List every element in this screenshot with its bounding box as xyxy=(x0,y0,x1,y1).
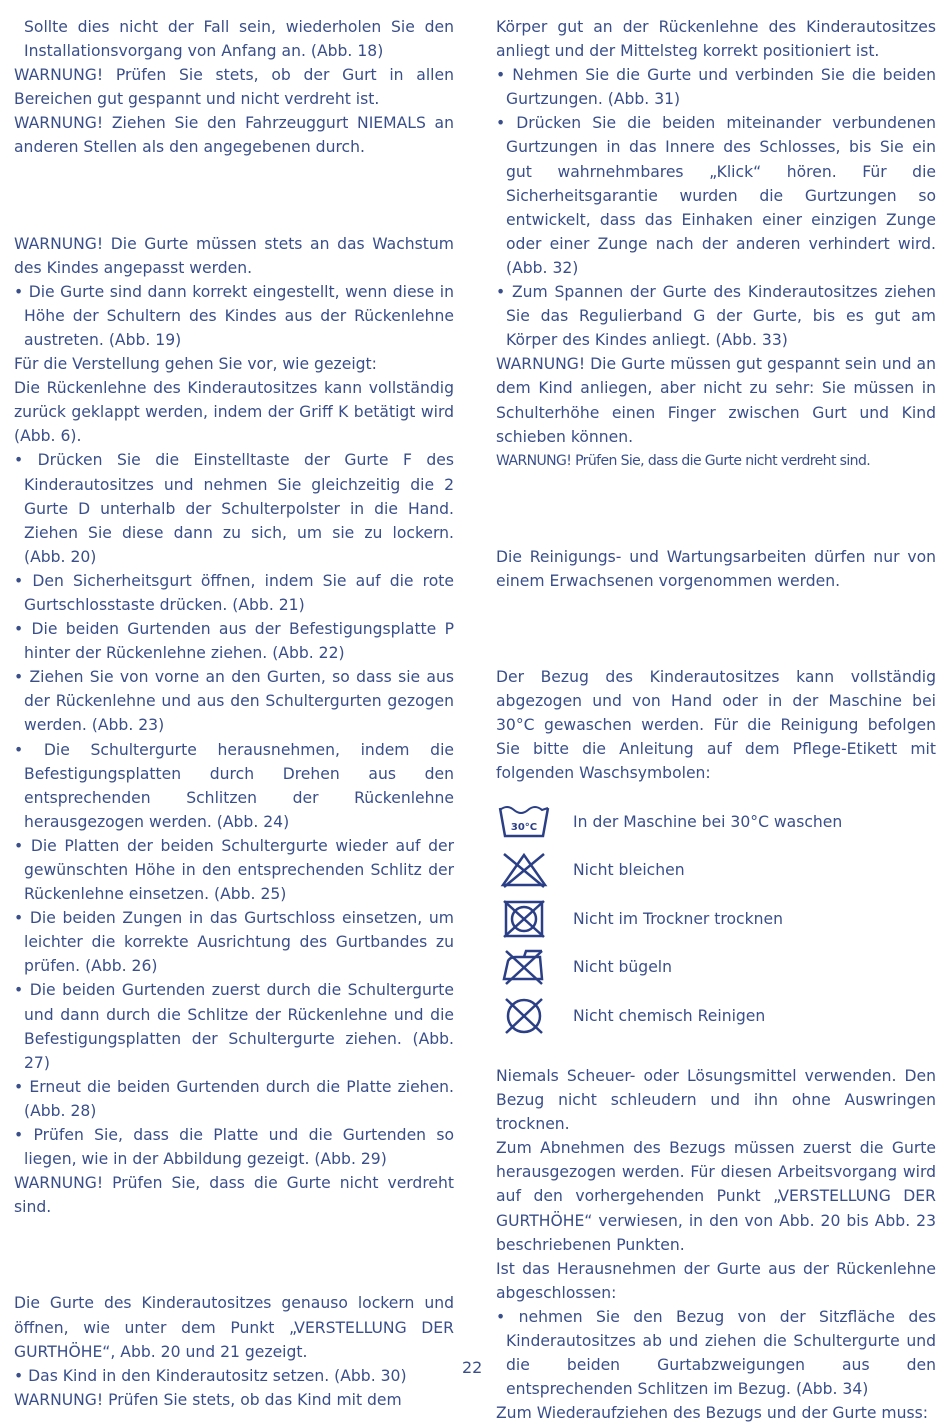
paragraph: Der Bezug des Kinderautositzes kann vollständig abgezogen und von Hand oder in der Maschine bei 30°C gewaschen werden. Für die Reinigung befolgen Sie bitte die Anleitung auf dem Pflege-Etikett mit folgenden Waschsymbolen: xyxy=(496,667,936,783)
right-column xyxy=(496,15,936,1425)
bullet-item: • Zum Spannen der Gurte des Kinderautositzes ziehen Sie das Regulierband G der Gurte, bis es gut am Körper des Kindes anliegt. (Abb. 33) xyxy=(496,283,936,350)
paragraph: WARNUNG! Ziehen Sie den Fahrzeuggurt NIEMALS an anderen Stellen als den angegebenen durch. xyxy=(14,114,454,157)
wash-label: Nicht im Trockner trocknen xyxy=(573,909,783,928)
no-iron-icon xyxy=(496,947,552,987)
bullet-item: • Die beiden Gurtenden aus der Befestigungsplatte P hinter der Rückenlehne ziehen. (Abb. 22) xyxy=(14,620,454,663)
wash-symbol-row xyxy=(496,943,936,992)
wash-label: Nicht bügeln xyxy=(573,958,673,977)
wash-label: In der Maschine bei 30°C waschen xyxy=(573,812,843,831)
bullet-item: • Erneut die beiden Gurtenden durch die Platte ziehen. (Abb. 28) xyxy=(14,1077,454,1120)
bullet-item: • Die beiden Gurtenden zuerst durch die Schultergurte und dann durch die Schlitze der Rückenlehne und die Befestigungsplatten der Schultergurte ziehen. (Abb. 27) xyxy=(14,981,454,1072)
right-block-cleaning-note xyxy=(496,545,936,593)
paragraph: Sollte dies nicht der Fall sein, wiederholen Sie den Installationsvorgang von Anfang an. (Abb. 18) xyxy=(24,18,454,61)
bullet-item: • Die beiden Zungen in das Gurtschloss einsetzen, um leichter die korrekte Ausrichtung des Gurtbandes zu prüfen. (Abb. 26) xyxy=(14,909,454,976)
spacer xyxy=(14,160,454,232)
left-column xyxy=(14,15,454,1412)
bullet-item: • Die Platten der beiden Schultergurte wieder auf der gewünschten Höhe in den entsprechenden Schlitz der Rückenlehne einsetzen. (Abb. 25) xyxy=(14,836,454,904)
wash-label: Nicht bleichen xyxy=(573,861,685,880)
bullet-item: • Drücken Sie die beiden miteinander verbundenen Gurtzungen in das Innere des Schlosses, bis Sie ein gut wahrnehmbares „Klick“ hören. Für die Sicherheitsgarantie wurden die Gurtzungen so entwickelt, dass das Einhaken einer einzigen Zunge oder einer Zunge nach der anderen verhindert wird. (Abb. 32) xyxy=(496,114,936,277)
right-block-fastening-cont xyxy=(496,15,936,473)
bullet-item: • nehmen Sie den Bezug von der Sitzfläche des Kinderautositzes ab und ziehen die Schultergurte und die beiden Gurtabzweigungen aus den entsprechenden Schlitzen im Bezug. (Abb. 34) xyxy=(496,1307,936,1399)
svg-text:30°C: 30°C xyxy=(510,821,538,833)
paragraph: Für die Verstellung gehen Sie vor, wie gezeigt: xyxy=(14,355,377,374)
left-block-installation xyxy=(14,15,454,160)
paragraph: Ist das Herausnehmen der Gurte aus der Rückenlehne abgeschlossen: xyxy=(496,1259,936,1302)
right-block-cover-washing xyxy=(496,665,936,785)
wash-symbol-row xyxy=(496,991,936,1040)
paragraph: Zum Wiederaufziehen des Bezugs und der Gurte muss: xyxy=(496,1404,928,1423)
bullet-item: • Den Sicherheitsgurt öffnen, indem Sie auf die rote Gurtschlosstaste drücken. (Abb. 21) xyxy=(14,571,454,614)
spacer xyxy=(496,1040,936,1064)
paragraph: • Das Kind in den Kinderautositz setzen. (Abb. 30) xyxy=(14,1366,407,1385)
paragraph: Die Rückenlehne des Kinderautositzes kann vollständig zurück geklappt werden, indem der Griff K betätigt wird (Abb. 6). xyxy=(14,379,454,446)
no-tumble-dry-icon xyxy=(496,899,552,939)
spacer xyxy=(496,473,936,545)
bullet-item: • Die Schultergurte herausnehmen, indem die Befestigungsplatten durch Drehen aus den entsprechenden Schlitzen der Rückenlehne herausgezogen werden. (Abb. 24) xyxy=(14,740,454,831)
paragraph: WARNUNG! Prüfen Sie stets, ob das Kind mit dem xyxy=(14,1390,402,1409)
bullet-item: • Drücken Sie die Einstelltaste der Gurte F des Kinderautositzes und nehmen Sie gleichzeitig die 2 Gurte D unterhalb der Schulterpolster in die Hand. Ziehen Sie diese dann zu sich, um sie zu lockern. (Abb. 20) xyxy=(14,451,454,566)
bullet-item: • Die Gurte sind dann korrekt eingestellt, wenn diese in Höhe der Schultern des Kindes aus der Rückenlehne austreten. (Abb. 19) xyxy=(14,282,454,349)
paragraph: Die Reinigungs- und Wartungsarbeiten dürfen nur von einem Erwachsenen vorgenommen werden. xyxy=(496,547,936,590)
paragraph: WARNUNG! Prüfen Sie, dass die Gurte nicht verdreht sind. xyxy=(496,452,871,469)
wash-symbols-list xyxy=(496,797,936,1040)
paragraph: WARNUNG! Prüfen Sie, dass die Gurte nicht verdreht sind. xyxy=(14,1174,454,1217)
left-block-fastening xyxy=(14,1291,454,1411)
paragraph: Zum Abnehmen des Bezugs müssen zuerst die Gurte herausgezogen werden. Für diesen Arbeitsvorgang wird auf den vorhergehenden Punkt „VERSTELLUNG DER GURTHÖHE“ verwiesen, in den von Abb. 20 bis Abb. 23 beschriebenen Punkten. xyxy=(496,1139,936,1254)
wash-symbol-row xyxy=(496,846,936,895)
wash-30-icon xyxy=(496,802,552,842)
bullet-item: • Nehmen Sie die Gurte und verbinden Sie die beiden Gurtzungen. (Abb. 31) xyxy=(496,66,936,109)
bullet-item: • Prüfen Sie, dass die Platte und die Gurtenden so liegen, wie in der Abbildung gezeigt. (Abb. 29) xyxy=(14,1126,454,1169)
page-number: 22 xyxy=(462,1358,483,1377)
no-bleach-icon xyxy=(496,850,552,890)
left-block-belt-adjustment xyxy=(14,232,454,1220)
wash-symbol-row xyxy=(496,894,936,943)
bullet-item: • Ziehen Sie von vorne an den Gurten, so dass sie aus der Rückenlehne und aus den Schultergurten gezogen werden. (Abb. 23) xyxy=(14,668,454,735)
spacer xyxy=(496,593,936,665)
right-block-cover-removal xyxy=(496,1064,936,1425)
paragraph: Die Gurte des Kinderautositzes genauso lockern und öffnen, wie unter dem Punkt „VERSTELLUNG DER GURTHÖHE“, Abb. 20 und 21 gezeigt. xyxy=(14,1294,454,1361)
wash-label: Nicht chemisch Reinigen xyxy=(573,1006,766,1025)
wash-symbol-row xyxy=(496,797,936,846)
paragraph: WARNUNG! Prüfen Sie stets, ob der Gurt in allen Bereichen gut gespannt und nicht verdreht ist. xyxy=(14,66,454,109)
no-dry-clean-icon xyxy=(496,996,552,1036)
paragraph: Niemals Scheuer- oder Lösungsmittel verwenden. Den Bezug nicht schleudern und ihn ohne Auswringen trocknen. xyxy=(496,1066,936,1134)
paragraph: WARNUNG! Die Gurte müssen stets an das Wachstum des Kindes angepasst werden. xyxy=(14,234,454,277)
spacer xyxy=(14,1219,454,1291)
paragraph: WARNUNG! Die Gurte müssen gut gespannt sein und an dem Kind anliegen, aber nicht zu sehr: Sie müssen in Schulterhöhe einen Finger zwischen Gurt und Kind schieben können. xyxy=(496,355,936,446)
paragraph: Körper gut an der Rückenlehne des Kinderautositzes anliegt und der Mittelsteg korrekt positioniert ist. xyxy=(496,18,936,61)
